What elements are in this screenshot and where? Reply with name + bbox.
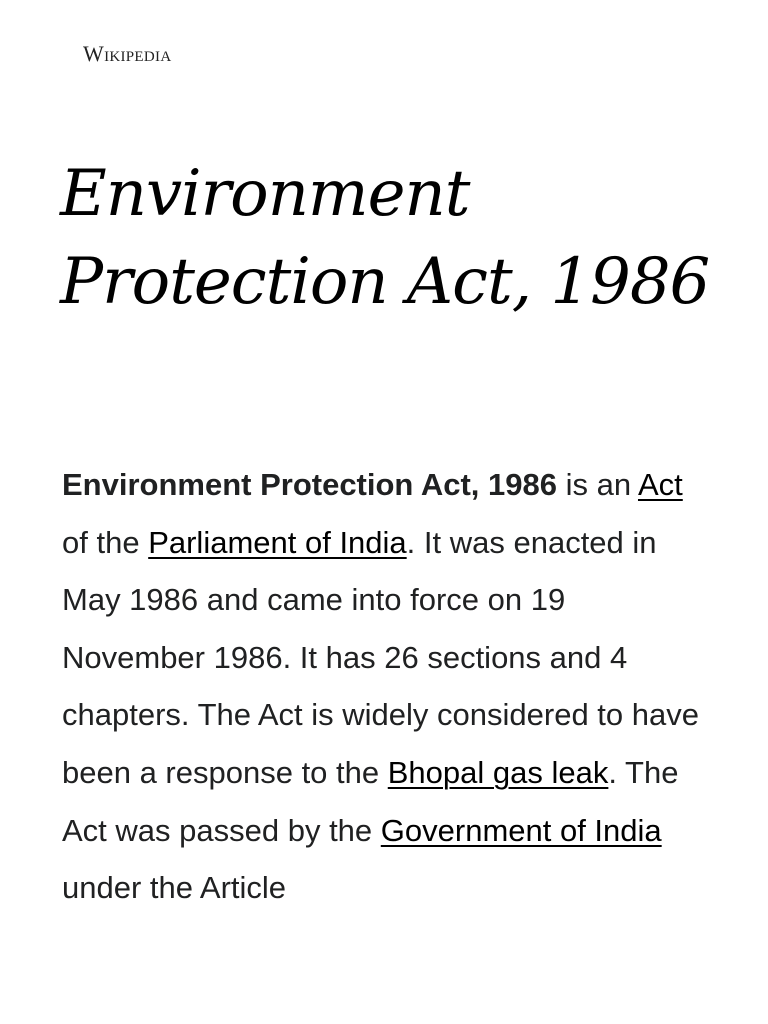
- lead-text-3: . It was enacted in May 1986 and came into force on 19 November 1986. It has 26 sections and 4 chapters. The Act is widely considered to have been a response to the: [62, 524, 699, 790]
- lead-paragraph: [62, 456, 712, 917]
- lead-text-5: under the Article: [62, 870, 287, 906]
- lead-text-2: of the: [62, 524, 149, 560]
- lead-bold-subject: Environment Protection Act, 1986: [62, 467, 557, 502]
- act-link[interactable]: Act: [637, 467, 683, 502]
- page-title-line-1: Environment: [60, 157, 470, 231]
- parliament-of-india-link[interactable]: Parliament of India: [148, 524, 407, 560]
- lead-text-4: . The Act was passed by the: [62, 754, 679, 848]
- bhopal-gas-leak-link[interactable]: Bhopal gas leak: [387, 754, 609, 790]
- wikipedia-wordmark-link[interactable]: Wikipedia: [83, 41, 172, 66]
- page-title-line-2: Protection Act, 1986: [60, 245, 710, 319]
- page-title: [60, 150, 740, 326]
- lead-text-1: is an: [556, 467, 638, 502]
- government-of-india-link[interactable]: Government of India: [380, 812, 662, 848]
